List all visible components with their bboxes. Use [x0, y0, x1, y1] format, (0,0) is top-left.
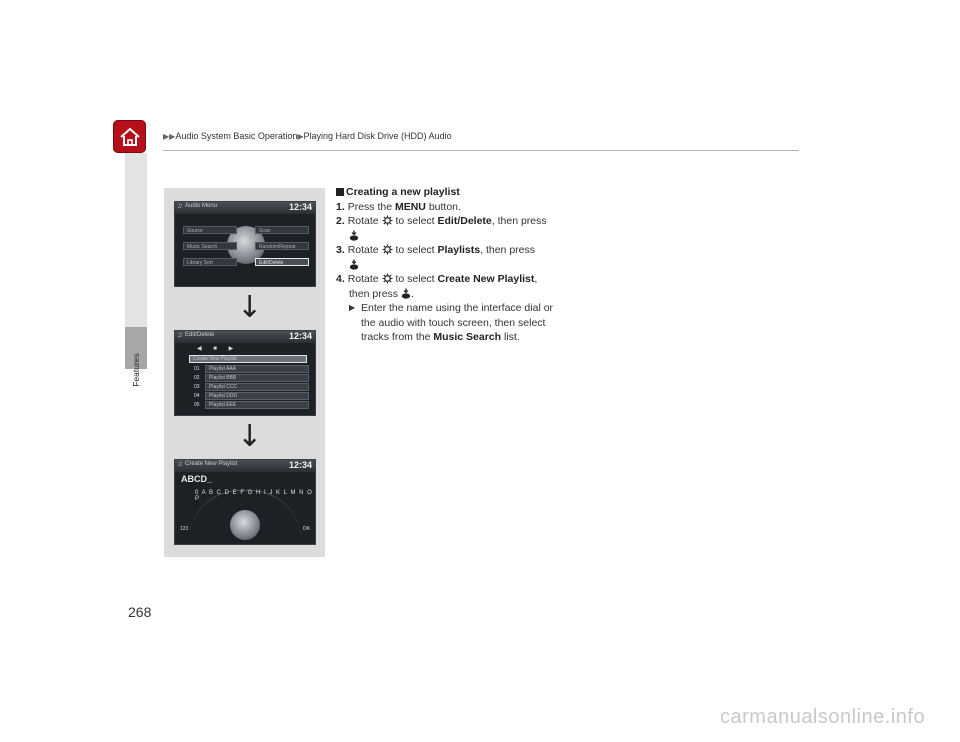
playlist-row: [194, 392, 309, 400]
menu-item-library-sort: Library Sort: [183, 258, 237, 266]
playlist-row: [194, 383, 309, 391]
menu-item-music-search: Music Search: [183, 242, 237, 250]
screen-title: Edit/Delete: [185, 332, 215, 338]
music-note-icon: ♫: [177, 461, 183, 468]
press-dial-icon: [401, 288, 411, 299]
instructions: [336, 185, 566, 345]
row-number: 04: [194, 393, 200, 399]
step-2-press: [336, 229, 566, 244]
numbers-mode-label: 123: [180, 526, 189, 532]
breadcrumb-item-audio-basic[interactable]: Audio System Basic Operation: [175, 131, 298, 141]
rotate-dial-icon: [382, 215, 393, 226]
playback-controls: ◀ ■ ▶: [197, 346, 239, 352]
home-button[interactable]: [113, 120, 146, 153]
playlist-row: [194, 401, 309, 409]
playlist-row: [194, 365, 309, 373]
page-number: 268: [128, 604, 152, 620]
screen-header: [175, 460, 315, 472]
sidebar-section-label: Features: [131, 353, 141, 387]
row-label: Playlist BBB: [209, 375, 237, 381]
step-4: 4. Rotate to select Create New Playlist,: [336, 273, 538, 285]
music-note-icon: ♫: [177, 332, 183, 339]
note: ▶ Enter the name using the interface dial or the audio with touch screen, then select tracks from the Music Search list.: [349, 302, 554, 343]
sidebar-section-tab[interactable]: [125, 348, 147, 408]
name-entry-field: ABCD_: [181, 474, 213, 484]
menu-item-scan: Scan: [255, 226, 309, 234]
row-number: 02: [194, 375, 200, 381]
step-3-press: [336, 258, 566, 273]
row-label: Playlist AAA: [209, 366, 236, 372]
home-icon: [118, 126, 142, 148]
character-letters: 0 A B C D E F G H I J K L M N O P: [195, 490, 313, 502]
row-label: Playlist EEE: [209, 402, 237, 408]
press-dial-icon: [349, 259, 359, 270]
menu-item-edit-delete: Edit/Delete: [255, 258, 309, 266]
playlist-row: [194, 374, 309, 382]
menu-item-source: Source: [183, 226, 237, 234]
breadcrumb-arrow-icon: ▶: [297, 132, 304, 141]
ok-label: OK: [302, 526, 310, 532]
music-note-icon: ♫: [177, 203, 183, 210]
row-label: Playlist DDD: [209, 393, 238, 399]
screen-clock: 12:34: [288, 202, 312, 212]
press-dial-icon: [349, 230, 359, 241]
screen-title: Create New Playlist: [185, 461, 238, 467]
watermark: carmanualsonline.info: [720, 706, 926, 728]
sidebar-strip: [125, 153, 147, 327]
section-heading: Creating a new playlist: [336, 185, 566, 200]
row-number: 03: [194, 384, 200, 390]
screen-header: [175, 331, 315, 343]
menu-item-random-repeat: Random/Repeat: [255, 242, 309, 250]
breadcrumb-arrow-icon: ▶▶: [163, 132, 176, 141]
screen-create-new-playlist: [174, 459, 316, 545]
square-bullet-icon: [336, 188, 344, 196]
header-divider: [163, 150, 799, 151]
rotate-dial-icon: [382, 273, 393, 284]
screen-title: Audio Menu: [185, 203, 218, 209]
screen-edit-delete: [174, 330, 316, 416]
step-3: 3. Rotate to select Playlists, then press: [336, 244, 535, 256]
row-label: Playlist CCC: [209, 384, 238, 390]
row-number: 01: [194, 366, 200, 372]
interface-dial-graphic: [230, 510, 260, 540]
screen-clock: 12:34: [288, 331, 312, 341]
rotate-dial-icon: [382, 244, 393, 255]
screen-clock: 12:34: [288, 460, 312, 470]
note-arrow-icon: ▶: [349, 303, 356, 312]
row-number: 05: [194, 402, 200, 408]
step-4-press: then press .: [349, 287, 414, 300]
row-create-new-playlist: Create New Playlist: [189, 355, 307, 363]
down-arrow-icon: ↓: [237, 419, 263, 454]
step-2: 2. Rotate to select Edit/Delete, then press: [336, 215, 547, 227]
screen-audio-menu: [174, 201, 316, 287]
step-1: 1. Press the MENU button.: [336, 200, 461, 213]
breadcrumb: [163, 131, 452, 141]
breadcrumb-item-hdd-audio[interactable]: Playing Hard Disk Drive (HDD) Audio: [303, 131, 452, 141]
down-arrow-icon: ↓: [237, 290, 263, 325]
screen-header: [175, 202, 315, 214]
